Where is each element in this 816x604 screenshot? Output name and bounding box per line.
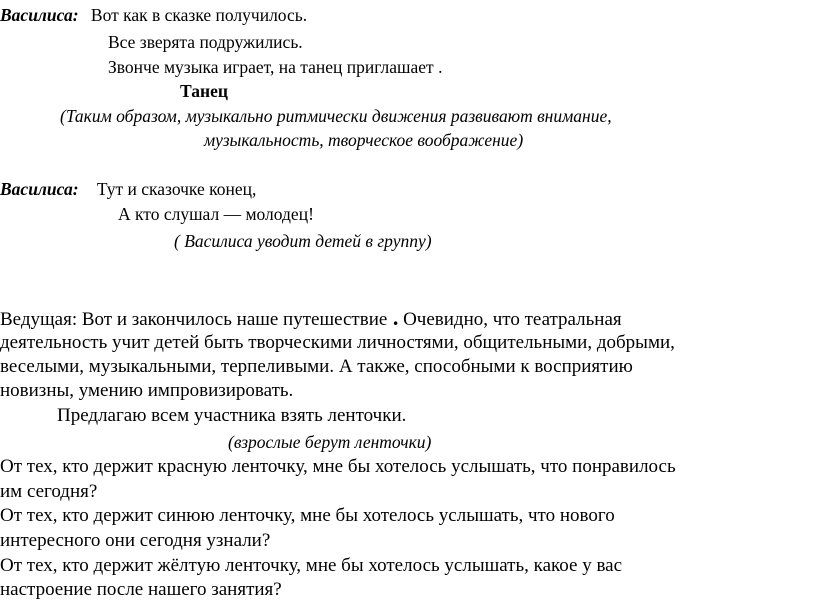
paragraph-line: настроение после нашего занятия? xyxy=(0,579,282,600)
section-heading: Танец xyxy=(180,81,228,101)
bold-period: . xyxy=(387,305,399,330)
speaker-name: Василиса: xyxy=(0,5,79,25)
paragraph-line: От тех, кто держит жёлтую ленточку, мне бы хотелось услышать, какое у вас xyxy=(0,555,623,576)
paragraph-line: От тех, кто держит синюю ленточку, мне бы хотелось услышать, что нового xyxy=(0,505,615,526)
paragraph-line: веселыми, музыкальными, терпеливыми. А также, способными к восприятию xyxy=(0,356,633,377)
paragraph-line: Предлагаю всем участника взять ленточки. xyxy=(57,405,407,426)
speaker-name: Василиса: xyxy=(0,179,79,199)
paragraph-text: Ведущая: Вот и закончилось наше путешествие xyxy=(0,309,388,330)
paragraph-line: новизны, умению импровизировать. xyxy=(0,380,294,401)
paragraph-text: Очевидно, что театральная xyxy=(398,309,622,330)
text-line xyxy=(0,4,307,26)
stage-direction: (Таким образом, музыкально ритмически движения развивают внимание, xyxy=(60,106,612,126)
stage-direction: ( Василиса уводит детей в группу) xyxy=(174,231,432,251)
paragraph-line: деятельность учит детей быть творческими личностями, общительными, добрыми, xyxy=(0,332,675,353)
stage-direction: (взрослые берут ленточки) xyxy=(228,432,432,452)
verse-line: Тут и сказочке конец, xyxy=(96,179,257,199)
verse-line: А кто слушал — молодец! xyxy=(118,204,314,224)
paragraph-line: От тех, кто держит красную ленточку, мне бы хотелось услышать, что понравилось xyxy=(0,456,676,477)
paragraph-line: им сегодня? xyxy=(0,481,98,502)
verse-line: Все зверята подружились. xyxy=(108,32,303,52)
stage-direction: музыкальность, творческое воображение) xyxy=(204,130,524,150)
verse-line: Вот как в сказке получилось. xyxy=(90,5,308,25)
verse-line: Звонче музыка играет, на танец приглашает . xyxy=(108,57,443,77)
text-line xyxy=(0,178,256,200)
paragraph-line: интересного они сегодня узнали? xyxy=(0,530,271,551)
paragraph-line xyxy=(0,307,622,331)
